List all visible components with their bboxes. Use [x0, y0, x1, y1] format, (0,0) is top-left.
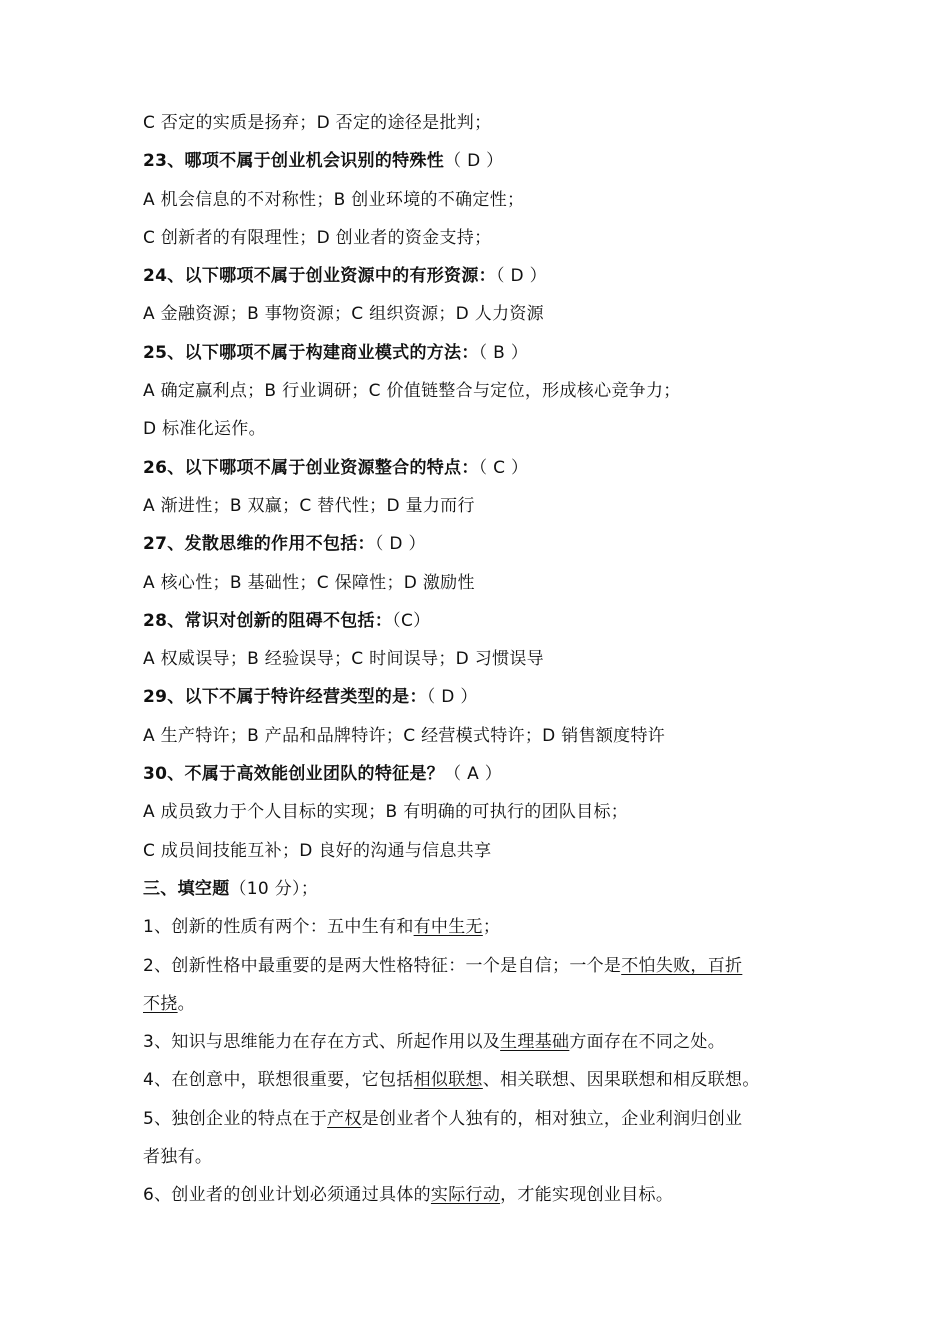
fill-blank-3: 3、知识与思维能力在存在方式、所起作用以及生理基础方面存在不同之处。 [143, 1032, 726, 1053]
fill-blank-4: 4、在创意中，联想很重要，它包括相似联想、相关联想、因果联想和相反联想。 [143, 1070, 760, 1091]
fill-blank-6: 6、创业者的创业计划必须通过具体的实际行动，才能实现创业目标。 [143, 1185, 674, 1206]
question-27: 27、发散思维的作用不包括：（ D ） [143, 534, 426, 555]
answer: （ D ） [374, 534, 426, 555]
blank-answer: 实际行动 [430, 1185, 501, 1206]
question-24: 24、以下哪项不属于创业资源中的有形资源：（ D ） [143, 266, 547, 287]
blank-answer: 不挠 [143, 993, 178, 1014]
question-25: 25、以下哪项不属于构建商业模式的方法：（ B ） [143, 342, 529, 363]
blank-answer: 有中生无 [413, 917, 483, 938]
question-26: 26、以下哪项不属于创业资源整合的特点：（ C ） [143, 457, 529, 478]
blank-answer: 产权 [327, 1108, 362, 1129]
option-line: A 核心性；B 基础性；C 保障性；D 激励性 [143, 572, 475, 593]
answer: （ C ） [478, 457, 529, 478]
question-30: 30、不属于高效能创业团队的特征是？（ A ） [143, 764, 502, 785]
question-28: 28、常识对创新的阻碍不包括：（C） [143, 610, 431, 631]
option-line: C 成员间技能互补；D 良好的沟通与信息共享 [143, 840, 492, 861]
answer: （ D ） [444, 151, 504, 172]
answer: （C） [392, 610, 431, 631]
answer: （ D ） [495, 266, 547, 287]
option-line: A 渐进性；B 双赢；C 替代性；D 量力而行 [143, 495, 475, 516]
question-29: 29、以下不属于特许经营类型的是：（ D ） [143, 687, 478, 708]
section-heading: 三、填空题（10 分）； [143, 878, 319, 899]
option-line: D 标准化运作。 [143, 419, 266, 440]
option-line: A 权威误导；B 经验误导；C 时间误导；D 习惯误导 [143, 649, 544, 670]
blank-answer: 相似联想 [413, 1070, 483, 1091]
fill-blank-5-cont: 者独有。 [143, 1147, 213, 1168]
option-line: A 机会信息的不对称性；B 创业环境的不确定性； [143, 189, 525, 210]
option-line: A 金融资源；B 事物资源；C 组织资源；D 人力资源 [143, 304, 544, 325]
option-line: A 生产特许；B 产品和品牌特许；C 经营模式特许；D 销售额度特许 [143, 725, 666, 746]
question-23: 23、哪项不属于创业机会识别的特殊性（ D ） [143, 151, 504, 172]
option-line: C 否定的实质是扬弃；D 否定的途径是批判； [143, 113, 492, 133]
option-line: C 创新者的有限理性；D 创业者的资金支持； [143, 227, 492, 248]
fill-blank-1: 1、创新的性质有两个：五中生有和有中生无； [143, 917, 501, 938]
answer: （ A ） [444, 764, 502, 785]
option-line: A 确定赢利点；B 行业调研；C 价值链整合与定位，形成核心竞争力； [143, 381, 681, 402]
answer: （ B ） [478, 342, 529, 363]
answer: （ D ） [426, 687, 478, 708]
fill-blank-2-cont: 不挠。 [143, 993, 195, 1014]
document-content [143, 104, 823, 1215]
fill-blank-5: 5、独创企业的特点在于产权是创业者个人独有的，相对独立，企业利润归创业 [143, 1108, 743, 1129]
fill-blank-2: 2、创新性格中最重要的是两大性格特征：一个是自信；一个是不怕失败，百折 [143, 955, 743, 976]
blank-answer: 生理基础 [500, 1032, 570, 1053]
option-line: A 成员致力于个人目标的实现；B 有明确的可执行的团队目标； [143, 802, 629, 823]
blank-answer: 不怕失败，百折 [621, 955, 743, 976]
